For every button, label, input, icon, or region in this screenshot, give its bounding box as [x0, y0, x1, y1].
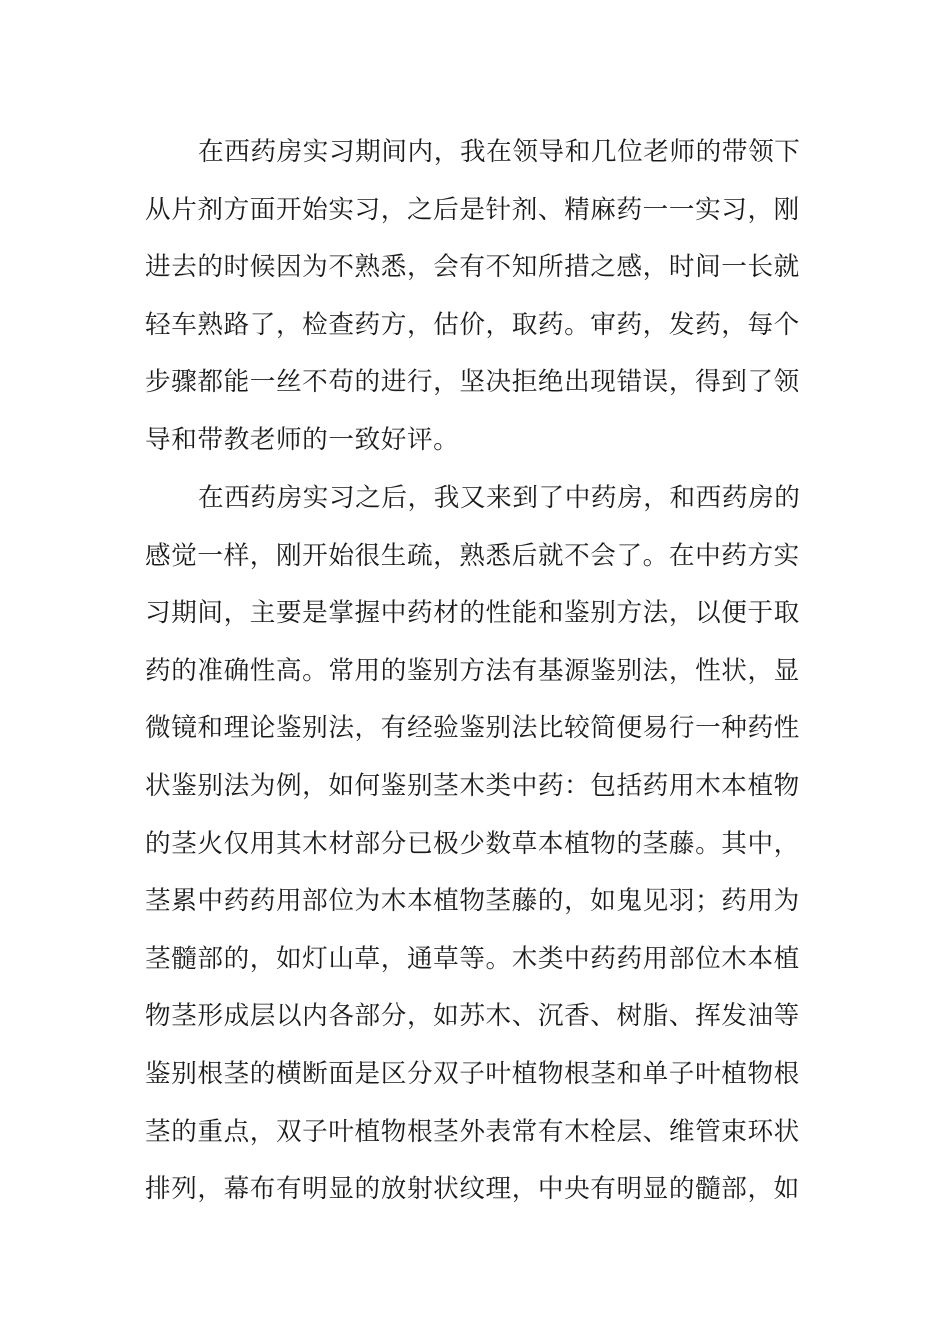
- paragraph-line: 鉴别根茎的横断面是区分双子叶植物根茎和单子叶植物根: [145, 1058, 800, 1089]
- paragraph-line: 在西药房实习之后，我又来到了中药房，和西药房的: [198, 483, 801, 513]
- paragraph-line: 在西药房实习期间内，我在领导和几位老师的带领下: [198, 137, 801, 167]
- paragraph-chinese-pharmacy: [145, 470, 805, 1219]
- paragraph-line: 感觉一样，刚开始很生疏，熟悉后就不会了。在中药方实: [145, 540, 800, 571]
- paragraph-line: 微镜和理论鉴别法，有经验鉴别法比较简便易行一种药性: [145, 713, 800, 744]
- paragraph-line: 茎的重点，双子叶植物根茎外表常有木栓层、维管束环状: [145, 1116, 800, 1147]
- paragraph-line: 药的准确性高。常用的鉴别方法有基源鉴别法，性状，显: [145, 655, 800, 686]
- paragraph-line: 状鉴别法为例，如何鉴别茎木类中药：包括药用木本植物: [145, 770, 800, 801]
- paragraph-western-pharmacy: [145, 124, 805, 470]
- paragraph-line: 习期间，主要是掌握中药材的性能和鉴别方法，以便于取: [145, 598, 800, 629]
- paragraph-line: 导和带教老师的一致好评。: [145, 424, 460, 455]
- paragraph-line: 茎髓部的，如灯山草，通草等。木类中药药用部位木本植: [145, 943, 800, 974]
- paragraph-line: 步骤都能一丝不苟的进行，坚决拒绝出现错误，得到了领: [145, 367, 800, 398]
- paragraph-line: 排列，幕布有明显的放射状纹理，中央有明显的髓部，如: [145, 1174, 800, 1205]
- paragraph-line: 从片剂方面开始实习，之后是针剂、精麻药一一实习，刚: [145, 194, 800, 225]
- paragraph-line: 物茎形成层以内各部分，如苏木、沉香、树脂、挥发油等: [145, 1001, 800, 1032]
- paragraph-line: 的茎火仅用其木材部分已极少数草本植物的茎藤。其中，: [145, 828, 800, 859]
- paragraph-line: 进去的时候因为不熟悉，会有不知所措之感，时间一长就: [145, 252, 800, 283]
- paragraph-line: 茎累中药药用部位为木本植物茎藤的，如鬼见羽；药用为: [145, 886, 800, 917]
- paragraph-line: 轻车熟路了，检查药方，估价，取药。审药，发药，每个: [145, 309, 800, 340]
